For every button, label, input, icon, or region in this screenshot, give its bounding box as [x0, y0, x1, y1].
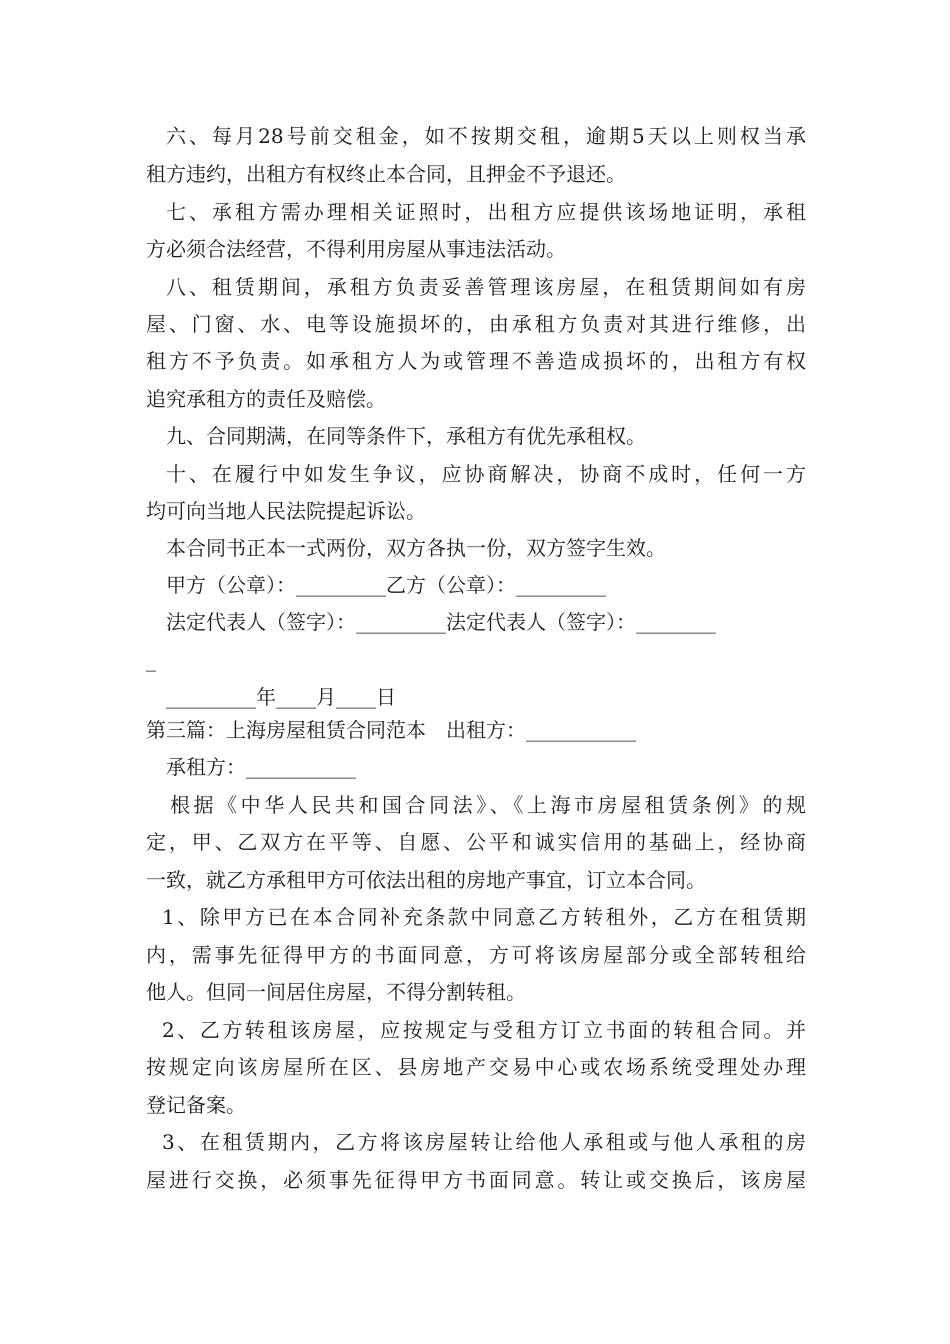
signature-line-overflow: _	[146, 648, 156, 672]
item-1-line-2: 内，需事先征得甲方的书面同意，方可将该房屋部分或全部转租给	[146, 943, 806, 967]
clause-8-line-2: 屋、门窗、水、电等设施损坏的，由承租方负责对其进行维修，出	[146, 312, 806, 336]
clause-7-line-2: 方必须合法经营，不得利用房屋从事违法活动。	[146, 237, 566, 261]
clause-6-line-2: 租方违约，出租方有权终止本合同，且押金不予退还。	[146, 162, 626, 186]
preamble-line-1: 根据《中华人民共和国合同法》、《上海市房屋租赁条例》的规	[170, 793, 806, 817]
clause-6-line-1: 六、每月28号前交租金，如不按期交租，逾期5天以上则权当承	[166, 124, 806, 148]
item-2-line-2: 按规定向该房屋所在区、县房地产交易中心或农场系统受理处办理	[146, 1055, 806, 1079]
clause-8-line-1: 八、租赁期间，承租方负责妥善管理该房屋，在租赁期间如有房	[166, 275, 806, 299]
item-2-line-1: 2、乙方转租该房屋，应按规定与受租方订立书面的转租合同。并	[162, 1018, 806, 1042]
item-2-line-3: 登记备案。	[146, 1093, 246, 1117]
party-seal-line: 甲方（公章）：_________乙方（公章）：_________	[166, 573, 606, 597]
preamble-line-3: 一致，就乙方承租甲方可依法出租的房地产事宜，订立本合同。	[146, 868, 706, 892]
copies-clause: 本合同书正本一式两份，双方各执一份，双方签字生效。	[166, 536, 666, 560]
date-line: _________年____月____日	[166, 685, 396, 709]
tenant-line: 承租方：___________	[166, 755, 356, 779]
item-1-line-3: 他人。但同一间居住房屋，不得分割转租。	[146, 980, 526, 1004]
item-3-line-1: 3、在租赁期内，乙方将该房屋转让给他人承租或与他人承租的房	[162, 1130, 806, 1154]
representative-signature-line: 法定代表人（签字）：_________法定代表人（签字）：________	[166, 610, 716, 634]
clause-10-line-1: 十、在履行中如发生争议，应协商解决，协商不成时，任何一方	[166, 462, 806, 486]
clause-10-line-2: 均可向当地人民法院提起诉讼。	[146, 499, 426, 523]
item-3-line-2: 屋进行交换，必须事先征得甲方书面同意。转让或交换后，该房屋	[146, 1168, 806, 1192]
clause-7-line-1: 七、承租方需办理相关证照时，出租方应提供该场地证明，承租	[166, 200, 806, 224]
item-1-line-1: 1、除甲方已在本合同补充条款中同意乙方转租外，乙方在租赁期	[162, 905, 806, 929]
clause-9-line-1: 九、合同期满，在同等条件下，承租方有优先承租权。	[166, 424, 646, 448]
clause-8-line-4: 追究承租方的责任及赔偿。	[146, 387, 386, 411]
preamble-line-2: 定，甲、乙双方在平等、自愿、公平和诚实信用的基础上，经协商	[146, 830, 806, 854]
section-three-heading: 第三篇：上海房屋租赁合同范本 出租方：___________	[146, 718, 636, 742]
clause-8-line-3: 租方不予负责。如承租方人为或管理不善造成损坏的，出租方有权	[146, 349, 806, 373]
